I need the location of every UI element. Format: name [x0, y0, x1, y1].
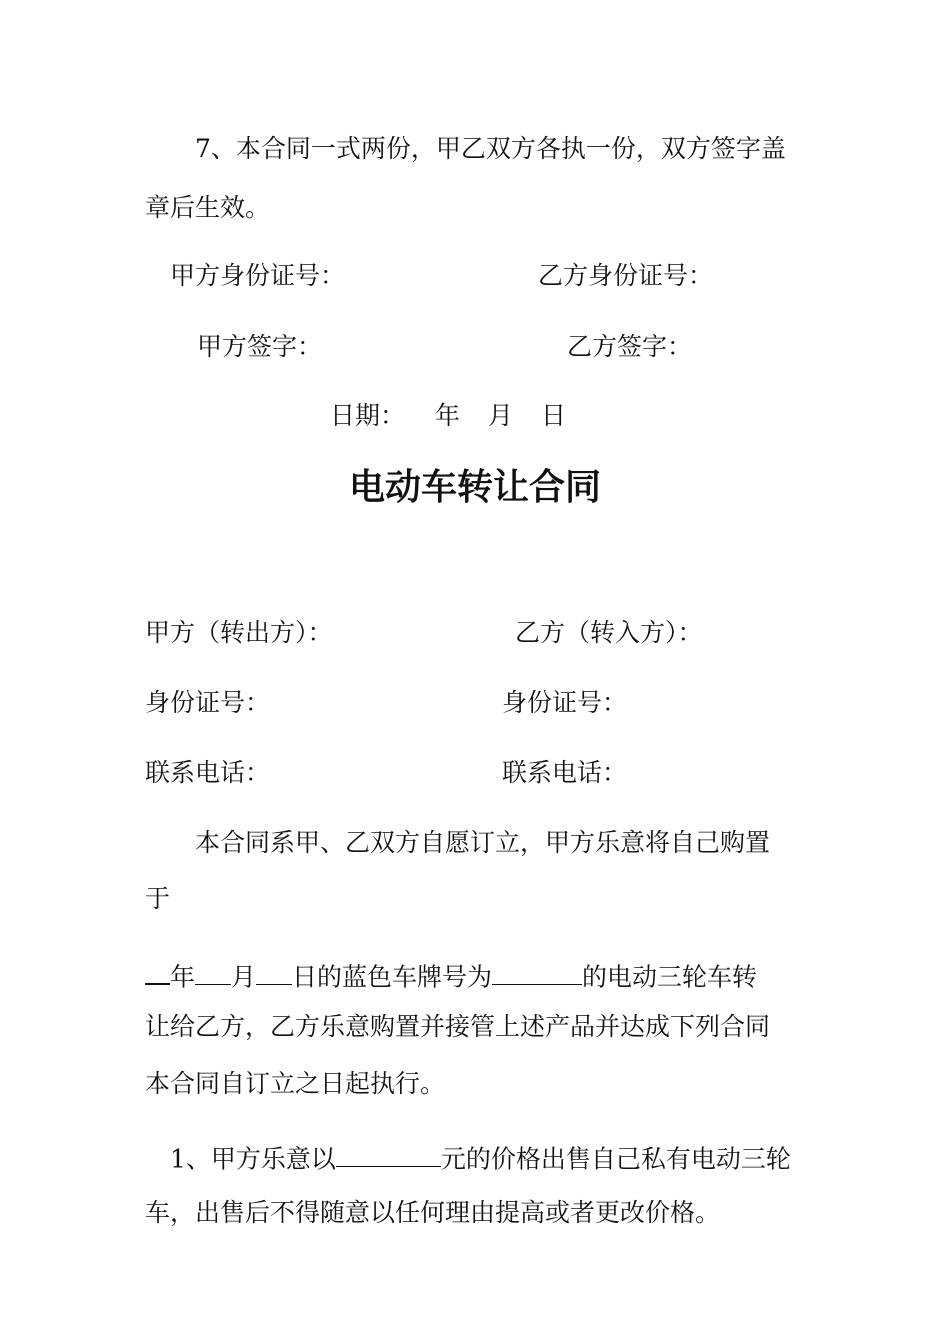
date-day: 日 [541, 401, 567, 430]
party-a-sign-label: 甲方签字： [197, 332, 323, 361]
plate-blank[interactable] [492, 958, 582, 985]
intro-line3 [145, 957, 758, 992]
party-a-id-label: 甲方身份证号： [170, 261, 346, 290]
intro-text: 日的蓝色车牌号为 [292, 962, 493, 992]
price-blank[interactable] [336, 1140, 441, 1167]
id-b-label: 身份证号： [502, 688, 628, 717]
year-blank[interactable] [145, 957, 170, 985]
clause1-line1 [170, 1140, 791, 1174]
clause1-end: 元的价格出售自己私有电动三轮 [440, 1144, 791, 1174]
date-label: 日期： [330, 401, 406, 430]
intro-line5: 本合同自订立之日起执行。 [145, 1069, 446, 1098]
clause7-line1: 7、本合同一式两份，甲乙双方各执一份，双方签字盖 [195, 134, 786, 163]
party-b-sign-label: 乙方签字： [567, 332, 693, 361]
intro-year: 年 [170, 962, 196, 992]
party-b-id-label: 乙方身份证号： [538, 261, 714, 290]
intro-line1: 本合同系甲、乙双方自愿订立，甲方乐意将自己购置 [195, 828, 771, 857]
clause1-start: 1、甲方乐意以 [170, 1144, 336, 1174]
month-blank[interactable] [195, 958, 231, 985]
id-a-label: 身份证号： [145, 688, 271, 717]
party-b-label: 乙方（转入方）： [515, 618, 703, 647]
date-month: 月 [488, 401, 514, 430]
intro-month: 月 [231, 962, 257, 992]
clause1-line2: 车，出售后不得随意以任何理由提高或者更改价格。 [145, 1198, 721, 1227]
date-year: 年 [435, 401, 461, 430]
day-blank[interactable] [256, 958, 292, 985]
intro-line2: 于 [145, 884, 171, 913]
phone-a-label: 联系电话： [145, 758, 271, 787]
intro-end: 的电动三轮车转 [582, 962, 758, 992]
clause7-line2: 章后生效。 [145, 193, 271, 222]
phone-b-label: 联系电话： [502, 758, 628, 787]
contract-title: 电动车转让合同 [348, 467, 601, 508]
intro-line4: 让给乙方，乙方乐意购置并接管上述产品并达成下列合同 [145, 1012, 771, 1041]
date-line [330, 403, 566, 428]
party-a-label: 甲方（转出方）： [145, 618, 333, 647]
